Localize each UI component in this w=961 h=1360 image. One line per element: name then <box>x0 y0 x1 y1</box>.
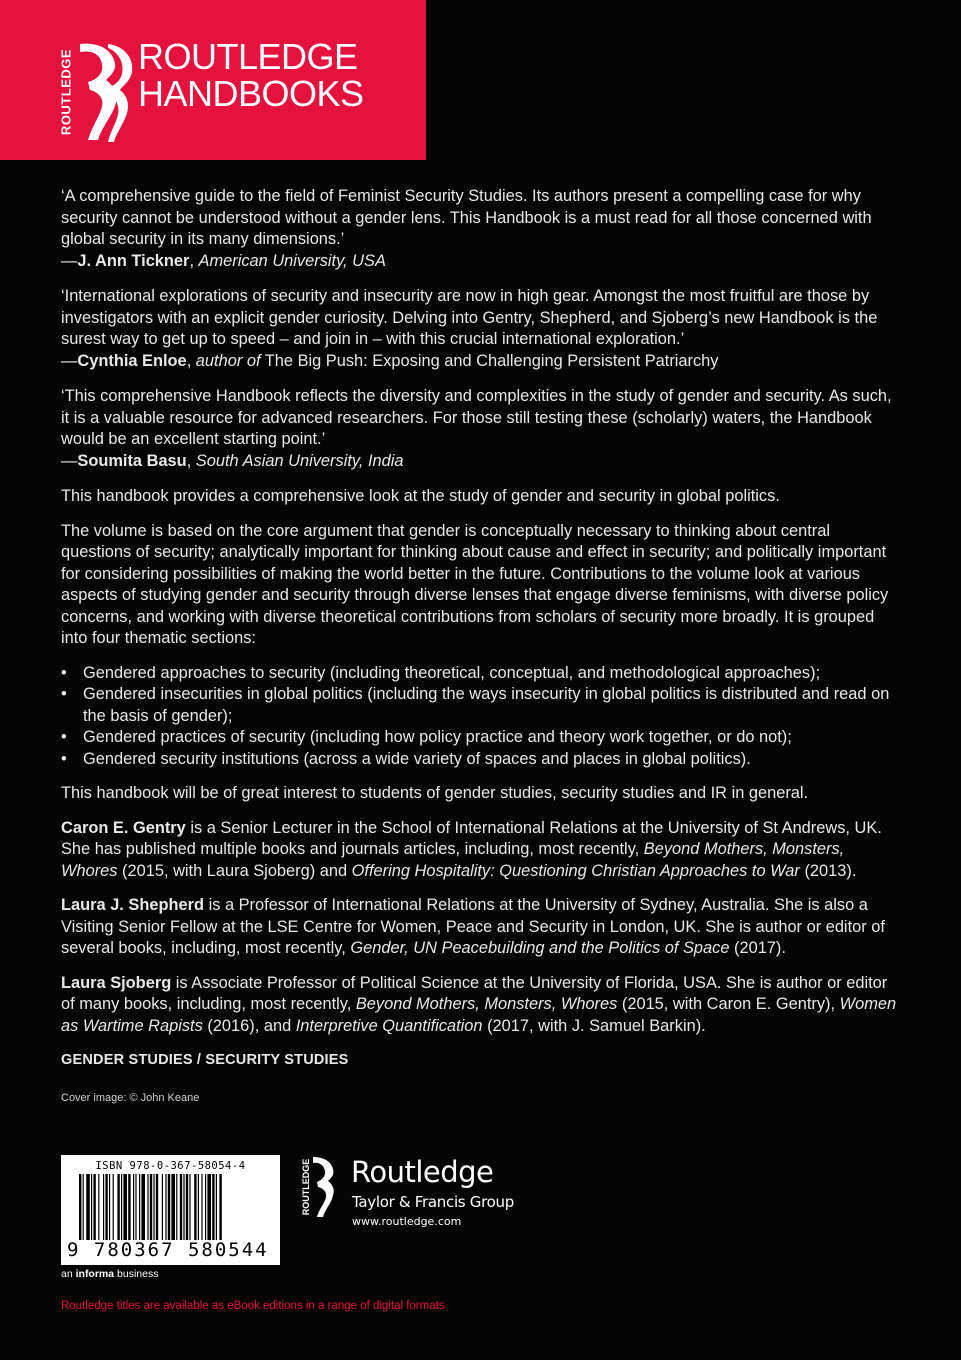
publisher-logo <box>299 1155 539 1228</box>
book-title: Beyond Mothers, Monsters, Whores <box>61 840 845 880</box>
bio-text: (2017, with J. Samuel Barkin). <box>482 1016 706 1035</box>
series-brand-block <box>0 0 426 160</box>
endorser-name: J. Ann Tickner <box>77 251 190 270</box>
endorsement-quote: ‘International explorations of security and insecurity are now in high gear. Amongst the most fruitful are those by investigators with an explicit gender curiosity. Delving into Gentry, Shepherd, and Sjoberg’s new Handbook is the surest way to get up to speed – and join in – with this crucial international exploration.’ <box>61 287 878 348</box>
informa-suffix: business <box>117 1268 159 1280</box>
endorsement <box>61 186 901 272</box>
endorsement-attribution: —Soumita Basu, South Asian University, India <box>61 451 404 470</box>
description-intro: This handbook provides a comprehensive look at the study of gender and security in global politics. <box>61 487 780 505</box>
routledge-logo <box>58 40 136 144</box>
barcode-bar <box>171 1174 175 1240</box>
barcode-bar <box>147 1174 148 1240</box>
back-cover-text <box>61 186 901 1109</box>
barcode-bar <box>79 1174 81 1240</box>
book-title: Offering Hospitality: Questioning Christian Approaches to War <box>351 861 800 880</box>
barcode-bar <box>153 1174 154 1240</box>
thematic-sections-list <box>61 663 901 771</box>
audience-statement: This handbook will be of great interest to students of gender studies, security studies and IR in general. <box>61 784 809 802</box>
barcode-bar <box>186 1174 188 1240</box>
barcode-bar <box>194 1174 196 1240</box>
bio-text: (2017). <box>729 939 786 957</box>
isbn-label: ISBN 978-0-367-58054-4 <box>95 1160 246 1172</box>
list-item: • Gendered insecurities in global politics (including the ways insecurity in global politics is distributed and read on the basis of gender); <box>61 684 901 727</box>
logo-vertical-text: ROUTLEDGE <box>58 48 74 136</box>
barcode-bar <box>98 1174 99 1240</box>
isbn-number: 9 780367 580544 <box>67 1239 269 1261</box>
barcode-bar <box>109 1174 110 1240</box>
bio-text: is Associate Professor of Political Science at the University of Florida, USA. She is author or editor of many books, including, most recently, <box>61 973 888 1013</box>
barcode-bar <box>168 1174 170 1240</box>
editor-bio-shepherd <box>61 895 901 960</box>
barcode-bar <box>135 1174 136 1240</box>
list-item: • Gendered security institutions (across a wide variety of spaces and places in global politics). <box>61 749 901 771</box>
barcode-bars <box>79 1174 269 1240</box>
isbn-barcode <box>61 1155 280 1265</box>
endorser-affiliation-prefix: author of <box>195 351 261 370</box>
editor-name: Laura Sjoberg <box>61 973 172 992</box>
book-title: Interpretive Quantification <box>295 1016 483 1035</box>
barcode-bar <box>189 1174 190 1240</box>
barcode-bar <box>212 1174 214 1240</box>
barcode-bar <box>176 1174 177 1240</box>
series-title <box>138 38 364 112</box>
book-title: Women as Wartime Rapists <box>61 995 897 1035</box>
bio-text: is a Professor of International Relations at the University of Sydney, Australia. She is also a Visiting Senior Fellow at the LSE Centre for Women, Peace and Security in London, UK. She is author or editor of several books, including, most recently, <box>61 896 885 957</box>
barcode-bar <box>91 1174 92 1240</box>
editor-bio-gentry <box>61 818 901 883</box>
bio-text: (2015, with Laura Sjoberg) and <box>117 861 352 880</box>
barcode-bar <box>103 1174 104 1240</box>
endorsement <box>61 386 901 472</box>
bio-text: is a Senior Lecturer in the School of International Relations at the University of St Andrews, UK. She has published multiple books and journals articles, including, most recently, <box>61 818 882 858</box>
informa-name: informa <box>75 1268 115 1280</box>
editor-name: Caron E. Gentry <box>61 818 186 837</box>
endorsement-attribution: —J. Ann Tickner, American University, USA <box>61 251 386 270</box>
informa-business-tagline <box>61 1268 159 1280</box>
barcode-bar <box>205 1174 206 1240</box>
publisher-url: www.routledge.com <box>352 1215 462 1228</box>
publisher-name: Routledge <box>351 1155 494 1189</box>
description-body: The volume is based on the core argument that gender is conceptually necessary to thinking about central questions of security; analytically important for thinking about cause and effect in security; and politically important for considering possibilities of making the world better in the future. Contributions to the volume look at various aspects of studying gender and security through diverse lenses that engage diverse feminisms, with diverse policy concerns, and working with diverse theoretical contributions from scholars of security more broadly. It is grouped into four thematic sections: <box>61 521 889 647</box>
profile-logo-icon <box>299 1155 343 1219</box>
bio-text: (2013). <box>799 861 857 880</box>
barcode-bar <box>133 1174 134 1240</box>
barcode-bar <box>201 1174 202 1240</box>
book-title: Gender, UN Peacebuilding and the Politics of Space <box>350 939 730 957</box>
barcode-bar <box>123 1174 127 1240</box>
endorser-name: Cynthia Enloe <box>77 351 187 370</box>
series-title-line1: ROUTLEDGE <box>138 36 358 77</box>
barcode-bar <box>86 1174 90 1240</box>
editor-bio-sjoberg <box>61 973 901 1038</box>
barcode-bar <box>121 1174 122 1240</box>
endorsement-quote: ‘This comprehensive Handbook reflects the diversity and complexities in the study of gender and security. As such, it is a valuable resource for advanced researchers. For those still testing these (scholarly) waters, the Handbook would be an excellent starting point.’ <box>61 387 892 448</box>
book-title: Beyond Mothers, Monsters, Whores <box>355 995 618 1013</box>
endorsement-quote: ‘A comprehensive guide to the field of Feminist Security Studies. Its authors present a compelling case for why security cannot be understood without a gender lens. This Handbook is a must read for all those concerned with global security in its many dimensions.’ <box>61 187 872 248</box>
ebook-availability-note: Routledge titles are available as eBook editions in a range of digital formats <box>61 1300 445 1312</box>
barcode-bar <box>216 1174 217 1240</box>
barcode-bar <box>150 1174 152 1240</box>
cover-image-credit: Cover image: © John Keane <box>61 1091 200 1104</box>
publisher-logo-mark <box>299 1155 343 1219</box>
endorser-affiliation: The Big Push: Exposing and Challenging Persistent Patriarchy <box>264 351 719 370</box>
editor-name: Laura J. Shepherd <box>61 896 205 914</box>
barcode-bar <box>141 1174 145 1240</box>
bio-text: (2016), and <box>202 1016 296 1035</box>
endorser-affiliation: American University, USA <box>198 251 386 270</box>
barcode-bar <box>162 1174 163 1240</box>
barcode-bar <box>207 1174 211 1240</box>
barcode-bar <box>219 1174 221 1240</box>
endorser-affiliation: South Asian University, India <box>195 451 404 470</box>
informa-prefix: an <box>61 1268 73 1280</box>
barcode-bar <box>83 1174 84 1240</box>
endorser-name: Soumita Basu <box>77 451 187 470</box>
subject-category: GENDER STUDIES / SECURITY STUDIES <box>61 1052 349 1068</box>
series-title-line2: HANDBOOKS <box>138 73 364 114</box>
barcode-bar <box>165 1174 166 1240</box>
barcode-bar <box>183 1174 184 1240</box>
barcode-bar <box>139 1174 140 1240</box>
bio-text: (2015, with Caron E. Gentry), <box>617 995 840 1013</box>
barcode-bar <box>93 1174 95 1240</box>
barcode-bar <box>128 1174 130 1240</box>
barcode-bar <box>117 1174 119 1240</box>
endorsement-attribution: —Cynthia Enloe, author of The Big Push: Exposing and Challenging Persistent Patriarchy <box>61 351 719 370</box>
barcode-bar <box>156 1174 158 1240</box>
barcode-bar <box>113 1174 114 1240</box>
endorsement <box>61 286 901 372</box>
publisher-logo-vertical-text: ROUTLEDGE <box>301 1158 311 1216</box>
list-item: • Gendered approaches to security (including theoretical, conceptual, and methodological approaches); <box>61 663 901 685</box>
list-item: • Gendered practices of security (including how policy practice and theory work together, or do not); <box>61 727 901 749</box>
barcode-bar <box>198 1174 199 1240</box>
barcode-bar <box>180 1174 182 1240</box>
barcode-bar <box>105 1174 107 1240</box>
profile-logo-icon <box>58 40 136 144</box>
publisher-group: Taylor & Francis Group <box>352 1193 514 1211</box>
